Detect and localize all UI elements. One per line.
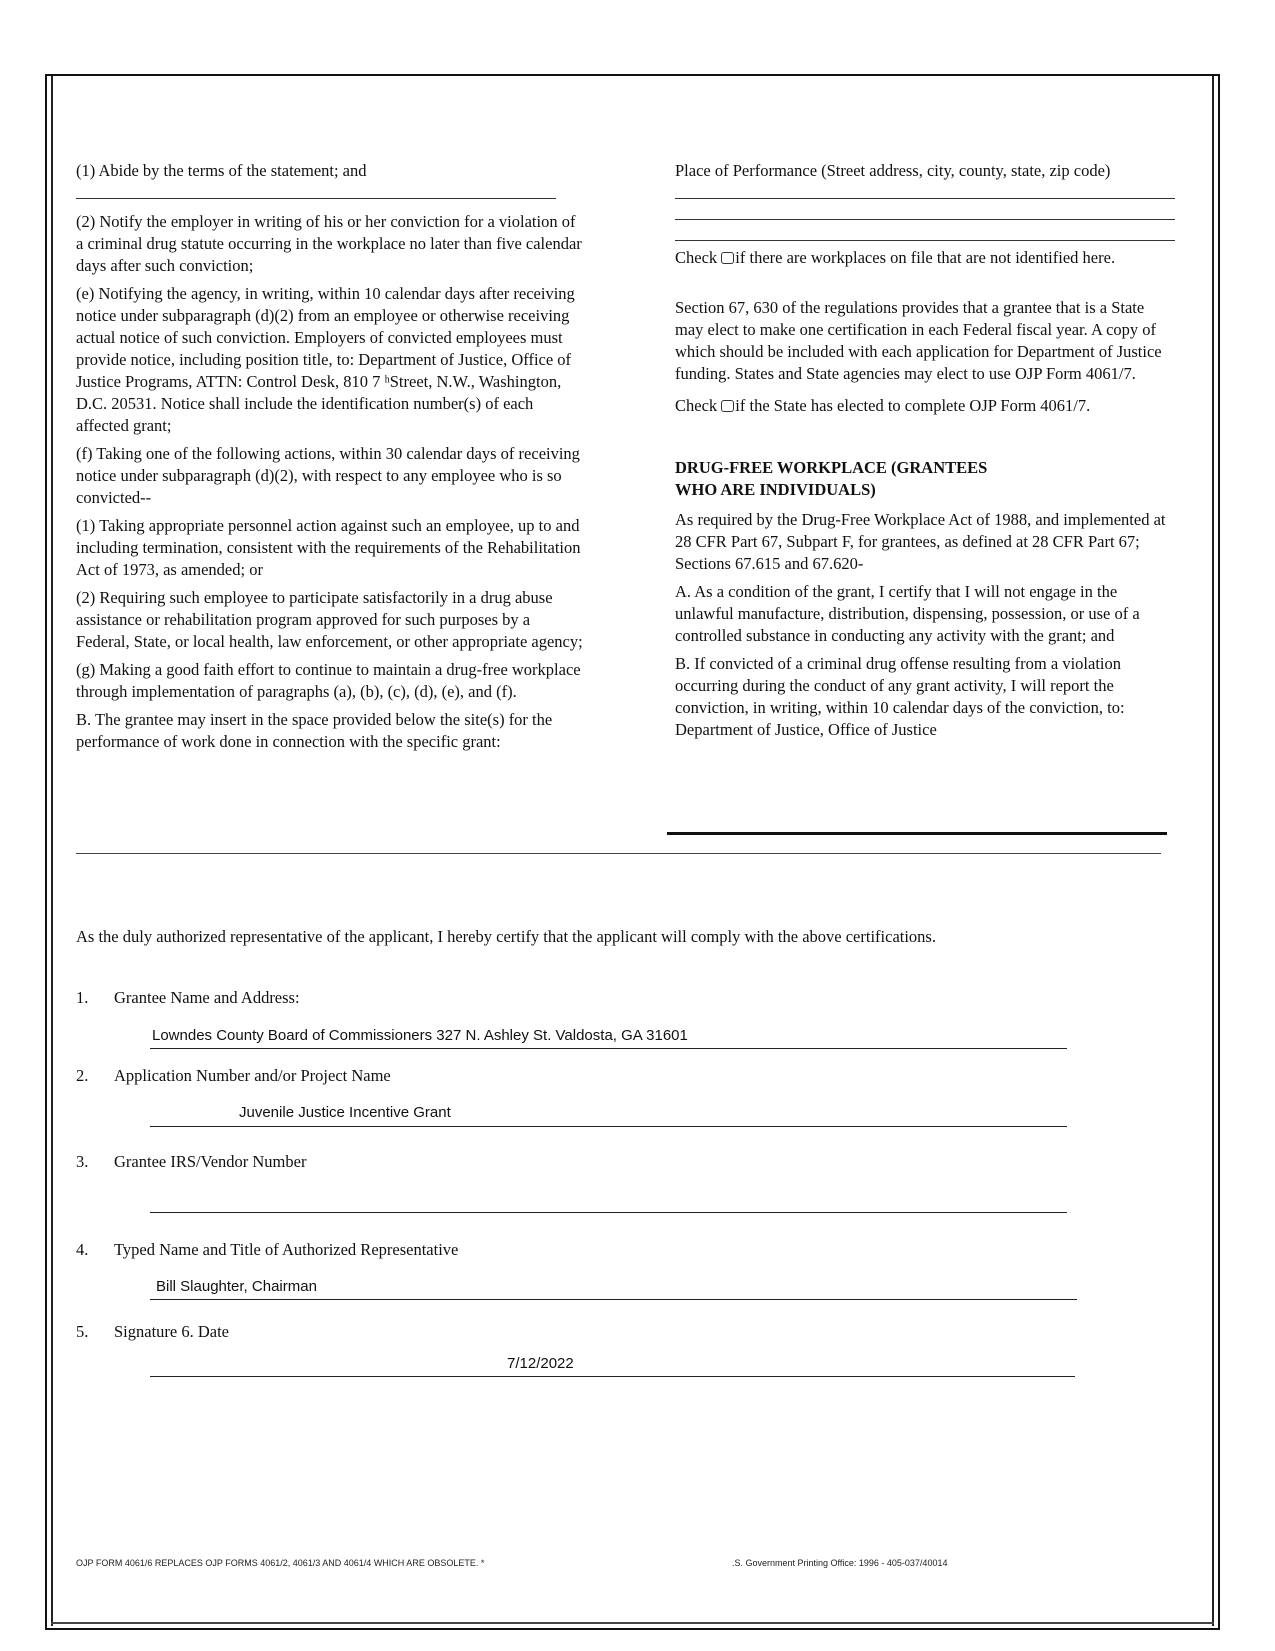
place-of-performance-line-1[interactable] [675, 198, 1175, 199]
irs-vendor-number-field[interactable] [152, 1190, 1062, 1208]
section-divider [76, 853, 1161, 854]
individuals-heading: DRUG-FREE WORKPLACE (GRANTEES WHO ARE INDIVIDUALS) [675, 458, 988, 499]
item-abide-terms: (1) Abide by the terms of the statement; and [76, 161, 367, 180]
field-5-line [150, 1376, 1075, 1377]
item-g-good-faith: (g) Making a good faith effort to continue to maintain a drug-free workplace through implementation of paragraphs (a), (b), (c), (d), (e), and (f). [76, 660, 581, 701]
project-name-field[interactable]: Juvenile Justice Incentive Grant [239, 1104, 451, 1121]
field-4-label: 4. Typed Name and Title of Authorized Representative [76, 1240, 459, 1259]
check-state-row: Check if the State has elected to complete OJP Form 4061/7. [675, 396, 1091, 415]
footer-form-note: OJP FORM 4061/6 REPLACES OJP FORMS 4061/2, 4061/3 AND 4061/4 WHICH ARE OBSOLETE. * [76, 1558, 485, 1568]
place-of-performance-label: Place of Performance (Street address, city, county, state, zip code) [675, 161, 1111, 180]
individuals-item-b: B. If convicted of a criminal drug offense resulting from a violation occurring during the conduct of any grant activity, I will report the conviction, in writing, within 10 calendar days of the conviction, to: Department of Justice, Office of Justice [675, 654, 1125, 739]
page-border-inner-right [1212, 76, 1214, 1626]
check-workplaces-row: Check if there are workplaces on file that are not identified here. [675, 248, 1116, 267]
individuals-intro: As required by the Drug-Free Workplace Act of 1988, and implemented at 28 CFR Part 67, Subpart F, for grantees, as defined at 28 CFR Part 67; Sections 67.615 and 67.620- [675, 510, 1166, 573]
field-1-label: 1. Grantee Name and Address: [76, 988, 300, 1007]
item-e-notify-agency: (e) Notifying the agency, in writing, within 10 calendar days after receiving notice under subparagraph (d)(2) from an employee or otherwise receiving actual notice of such conviction. Employers of convicted employees must provide notice, including position title, to: Department of Justice, Office of Justice Programs, ATTN: Control Desk, 810 7 ʰStreet, N.W., Washington, D.C. 20531. Notice shall include the identification number(s) of each affected grant; [76, 284, 575, 435]
item-f2-rehab-program: (2) Requiring such employee to participate satisfactorily in a drug abuse assistance or rehabilitation program approved for such purposes by a Federal, State, or local health, law enforcement, or other appropriate agency; [76, 588, 583, 651]
right-column-bottom-rule [667, 832, 1167, 835]
field-4-line [150, 1299, 1077, 1300]
section-67-630-note: Section 67, 630 of the regulations provides that a grantee that is a State may elect to make one certification in each Federal fiscal year. A copy of which should be included with each application for Department of Justice funding. States and State agencies may elect to use OJP Form 4061/7. [675, 298, 1162, 383]
item-notify-employer: (2) Notify the employer in writing of his or her conviction for a violation of a criminal drug statute occurring in the workplace no later than five calendar days after such conviction; [76, 212, 582, 275]
footer-printing-office: .S. Government Printing Office: 1996 - 405-037/40014 [732, 1558, 948, 1568]
field-3-label: 3. Grantee IRS/Vendor Number [76, 1152, 307, 1171]
grantee-name-address-field[interactable]: Lowndes County Board of Commissioners 327 N. Ashley St. Valdosta, GA 31601 [152, 1027, 688, 1044]
item-f-actions: (f) Taking one of the following actions, within 30 calendar days of receiving notice under subparagraph (d)(2), with respect to any employee who is so convicted-- [76, 444, 580, 507]
left-column [76, 160, 586, 759]
state-checkbox[interactable] [721, 400, 734, 412]
individuals-item-a: A. As a condition of the grant, I certify that I will not engage in the unlawful manufacture, distribution, dispensing, possession, or use of a controlled substance in conducting any activity with the grant; and [675, 582, 1140, 645]
right-column [675, 160, 1175, 747]
field-5-label: 5. Signature 6. Date [76, 1322, 230, 1341]
authorized-rep-name-field[interactable]: Bill Slaughter, Chairman [156, 1278, 317, 1295]
field-2-line [150, 1126, 1067, 1127]
divider [76, 198, 556, 199]
place-of-performance-line-2[interactable] [675, 219, 1175, 220]
field-2-label: 2. Application Number and/or Project Name [76, 1066, 391, 1085]
item-b-site-insert: B. The grantee may insert in the space provided below the site(s) for the performance of work done in connection with the specific grant: [76, 710, 553, 751]
page-border-inner-bottom [51, 1622, 1214, 1624]
field-3-line [150, 1212, 1067, 1213]
signature-date-field[interactable]: 7/12/2022 [507, 1355, 574, 1372]
certification-statement: As the duly authorized representative of the applicant, I hereby certify that the applicant will comply with the above certifications. [76, 927, 936, 946]
page-border-inner-left [51, 76, 53, 1626]
workplaces-checkbox[interactable] [721, 252, 734, 264]
item-f1-personnel-action: (1) Taking appropriate personnel action against such an employee, up to and including termination, consistent with the requirements of the Rehabilitation Act of 1973, as amended; or [76, 516, 581, 579]
place-of-performance-line-3[interactable] [675, 240, 1175, 241]
field-1-line [150, 1048, 1067, 1049]
